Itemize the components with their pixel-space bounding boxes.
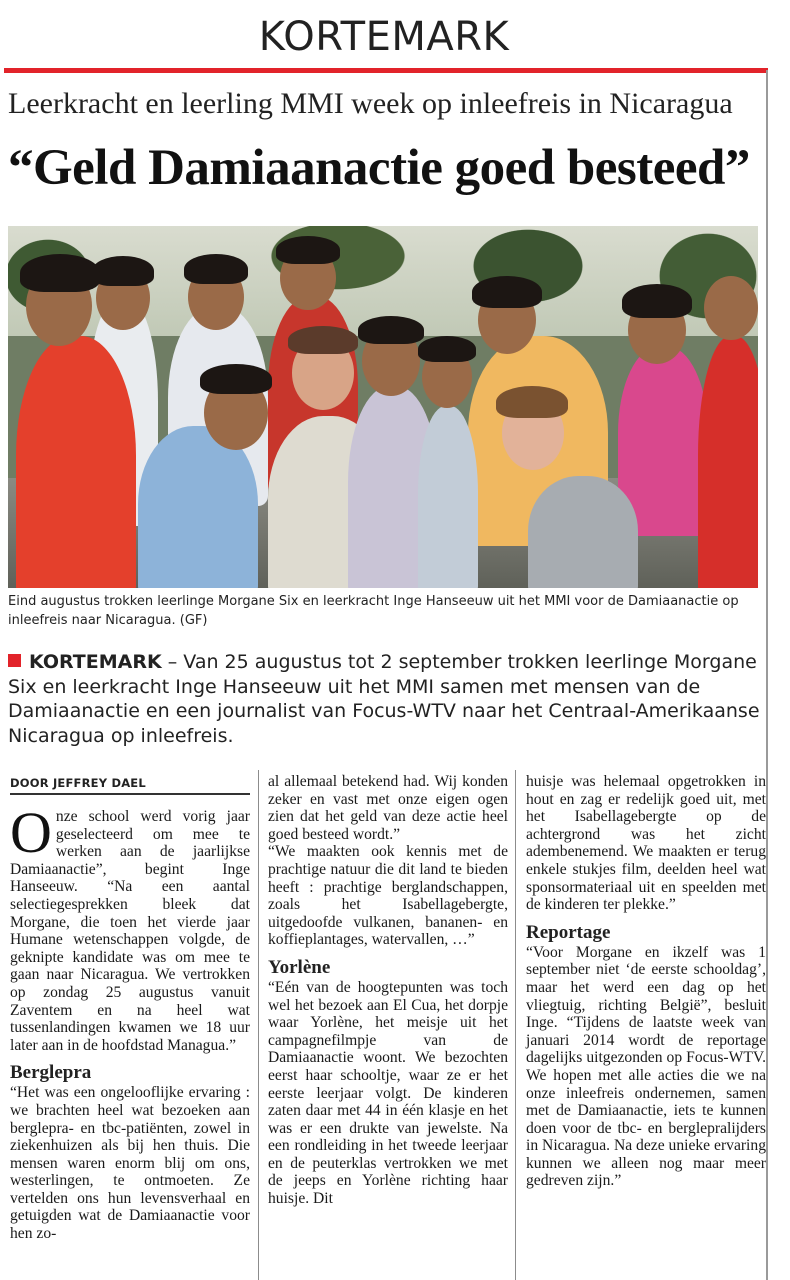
article-column-1	[10, 800, 250, 1243]
paragraph: “Voor Morgane en ikzelf was 1 september niet ‘de eerste schooldag’, maar het werd een dag op het vliegtuig, richting België”, besluit Inge. “Tijdens de laatste week van januari 2014 wordt de reportage dagelijks uitgezonden op Focus-WTV. We hopen met alle acties die we na onze inleefreis ondernemen, samen met de Damiaanactie, iets te kunnen doen voor de tbc- en berglepralijders in Nicaragua. Na deze unieke ervaring kunnen we alleen nog maar meer gedreven zijn.”	[526, 943, 766, 1190]
lead-paragraph	[8, 650, 766, 748]
headline: “Geld Damiaanactie goed besteed”	[8, 140, 750, 196]
byline-underline	[10, 793, 250, 795]
subhead-reportage: Reportage	[526, 921, 611, 943]
paragraph: “Het was een ongelooflijke ervaring : we brachten heel wat bezoeken aan berglepra- en tbc-patiënten, zowel in ziekenhuizen als bij hen thuis. Die mensen waren enorm blij om ons, westerlingen, te ontmoeten. Ze vertelden ons hun levensverhaal en getuigden wat de Damiaanactie voor hen zo-	[10, 1084, 250, 1243]
article-column-2	[268, 773, 508, 1208]
lead-text: Van 25 augustus tot 2 september trokken leerlinge Morgane Six en leerkracht Inge Hanseeuw uit het MMI samen met mensen van de Damiaanactie en een journalist van Focus-WTV naar het Centraal-Amerikaanse Nicaragua op inleefreis.	[8, 651, 760, 747]
red-square-marker	[8, 654, 21, 667]
paragraph: “Eén van de hoogtepunten was toch wel het bezoek aan El Cua, het dorpje waar Yorlène, het meisje uit het campagnefilmpje van de Damiaanactie woont. We bezochten eerst haar schooltje, waar ze er het eerste leerjaar volgt. De kinderen zaten daar met 44 in één klasje en het was er een drukte van jewelste. Na een rondleiding in het tweede leerjaar en de peuterklas vertrokken we met de jeeps en Yorlène richting haar huisje. Dit	[268, 978, 508, 1208]
article-column-3	[526, 773, 766, 1190]
paragraph: Onze school werd vorig jaar geselecteerd om mee te werken aan de jaarlijkse Damiaanactie”, begint Inge Hanseeuw. “Na een aantal selectiegesprekken bleek dat Morgane, die toen het vierde jaar Humane wetenschappen volgde, de geknipte kandidate was om mee te gaan naar Nicaragua. We vertrokken op zondag 25 augustus vanuit Zaventem en na heel wat tussenlandingen kwamen we 18 uur later aan in de hoofdstad Managua.”	[10, 800, 250, 1054]
page-edge-rule	[766, 70, 768, 1280]
column-divider-1	[258, 770, 259, 1280]
red-rule	[4, 68, 768, 73]
paragraph: “We maakten ook kennis met de prachtige natuur die dit land te bieden heeft : prachtige berglandschappen, zoals het Isabellagebergte, uitgedoofde vulkanen, bananen- en koffieplantages, watervallen, …”	[268, 843, 508, 949]
photo-caption: Eind augustus trokken leerlinge Morgane Six en leerkracht Inge Hanseeuw uit het MMI voor de Damiaanactie op inleefreis naar Nicaragua. (GF)	[8, 594, 739, 628]
section-title: KORTEMARK	[258, 14, 510, 60]
paragraph: huisje was helemaal opgetrokken in hout en zag er redelijk goed uit, met het Isabellagebergte op de achtergrond was het zicht adembenemend. We maakten er terug enkele stukjes film, deelden heel wat sponsormateriaal uit en speelden met de kinderen ter plekke.”	[526, 773, 766, 914]
group-photo	[8, 226, 758, 588]
byline-block	[10, 776, 250, 795]
lead-dash: –	[167, 651, 178, 673]
paragraph: al allemaal betekend had. Wij konden zeker en vast met onze eigen ogen zien dat het geld van deze actie heel goed besteed wordt.”	[268, 773, 508, 843]
subhead-yorlene: Yorlène	[268, 956, 331, 978]
column-divider-2	[515, 770, 516, 1280]
lead-dateline: KORTEMARK	[29, 651, 162, 673]
subhead-berglepra: Berglepra	[10, 1062, 92, 1084]
kicker: Leerkracht en leerling MMI week op inleefreis in Nicaragua	[8, 87, 733, 120]
drop-cap: O	[10, 800, 52, 865]
byline: DOOR JEFFREY DAEL	[10, 776, 146, 790]
